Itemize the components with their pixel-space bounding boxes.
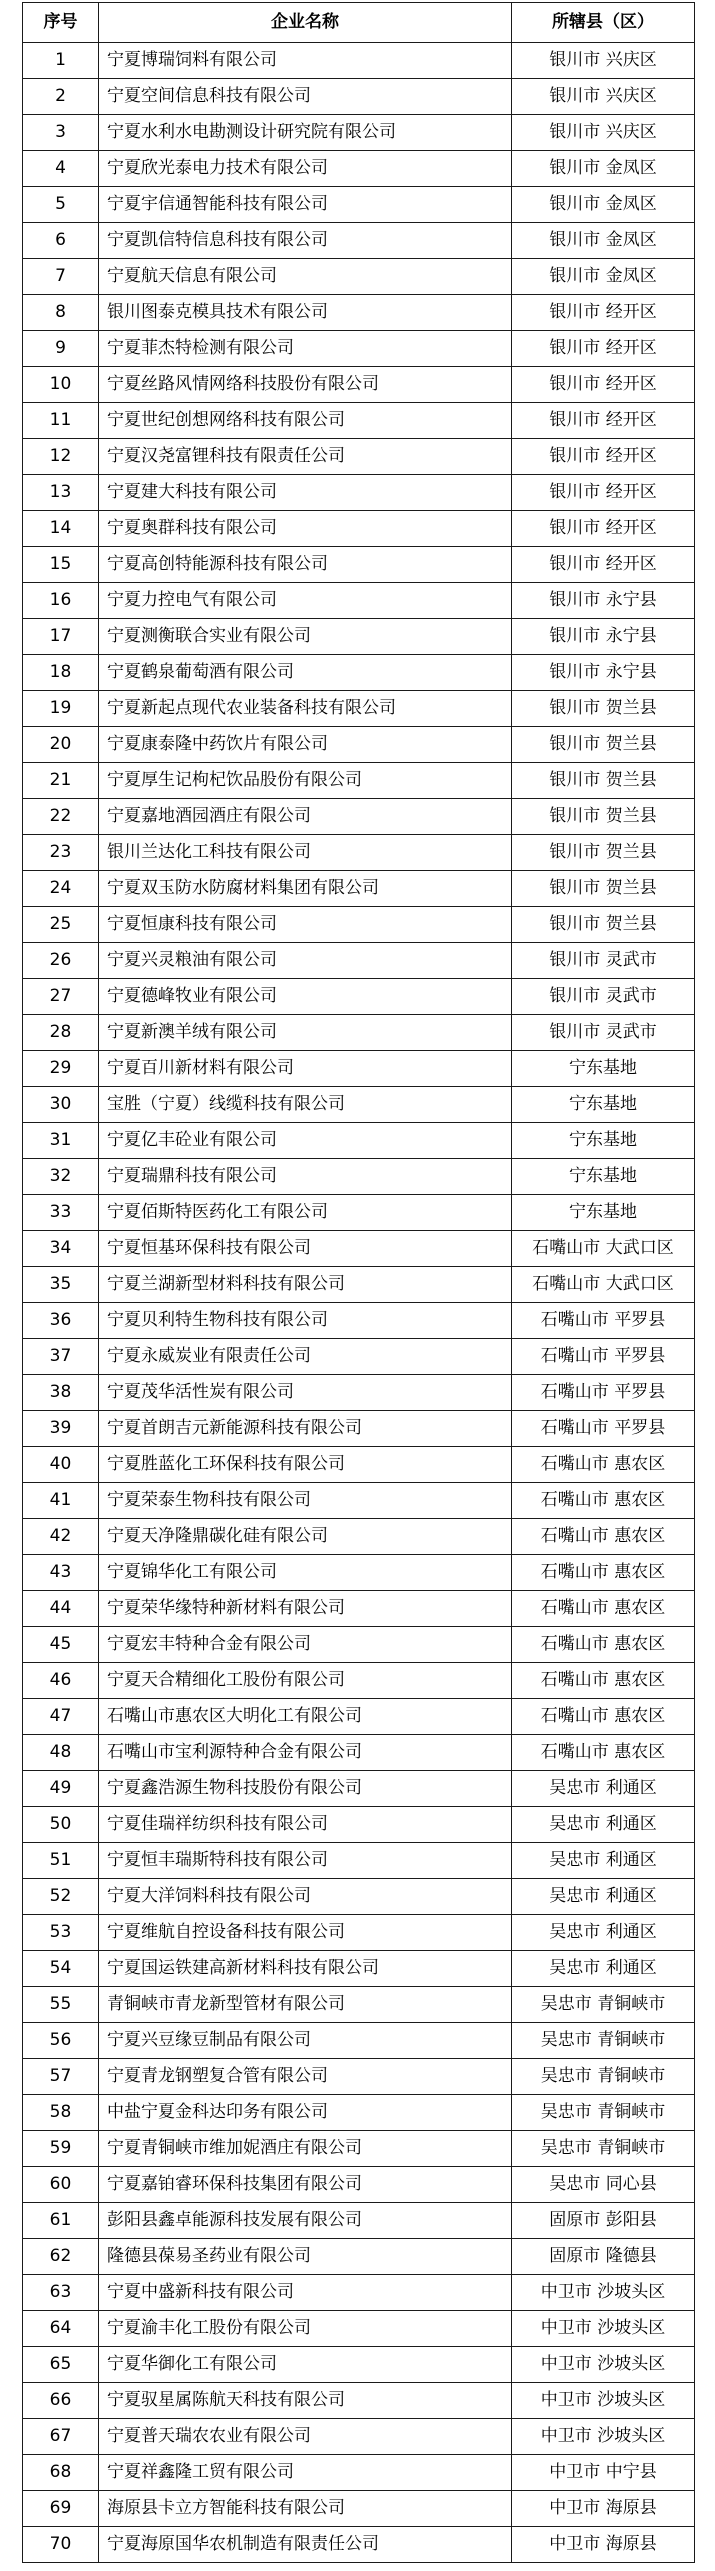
row-company-name: 宁夏欣光泰电力技术有限公司 bbox=[99, 151, 512, 187]
row-county: 银川市 经开区 bbox=[512, 331, 695, 367]
row-county: 石嘴山市 平罗县 bbox=[512, 1339, 695, 1375]
row-county: 银川市 金凤区 bbox=[512, 151, 695, 187]
table-row bbox=[23, 907, 695, 943]
row-county: 宁东基地 bbox=[512, 1087, 695, 1123]
row-county: 石嘴山市 惠农区 bbox=[512, 1483, 695, 1519]
row-company-name: 宁夏佳瑞祥纺织科技有限公司 bbox=[99, 1807, 512, 1843]
table-row bbox=[23, 835, 695, 871]
table-row bbox=[23, 1699, 695, 1735]
row-county: 中卫市 沙坡头区 bbox=[512, 2311, 695, 2347]
row-index: 19 bbox=[23, 691, 99, 727]
table-row bbox=[23, 115, 695, 151]
row-index: 49 bbox=[23, 1771, 99, 1807]
table-row bbox=[23, 1267, 695, 1303]
row-index: 39 bbox=[23, 1411, 99, 1447]
row-index: 22 bbox=[23, 799, 99, 835]
row-index: 60 bbox=[23, 2167, 99, 2203]
table-row bbox=[23, 475, 695, 511]
row-county: 吴忠市 青铜峡市 bbox=[512, 2095, 695, 2131]
row-county: 中卫市 沙坡头区 bbox=[512, 2347, 695, 2383]
row-index: 25 bbox=[23, 907, 99, 943]
row-company-name: 宁夏凯信特信息科技有限公司 bbox=[99, 223, 512, 259]
table-row bbox=[23, 1807, 695, 1843]
row-county: 石嘴山市 平罗县 bbox=[512, 1375, 695, 1411]
row-index: 15 bbox=[23, 547, 99, 583]
row-company-name: 宁夏天合精细化工股份有限公司 bbox=[99, 1663, 512, 1699]
row-index: 43 bbox=[23, 1555, 99, 1591]
row-county: 吴忠市 同心县 bbox=[512, 2167, 695, 2203]
row-index: 55 bbox=[23, 1987, 99, 2023]
row-county: 银川市 兴庆区 bbox=[512, 115, 695, 151]
table-row bbox=[23, 1303, 695, 1339]
row-company-name: 宁夏菲杰特检测有限公司 bbox=[99, 331, 512, 367]
row-index: 70 bbox=[23, 2527, 99, 2563]
row-company-name: 宁夏建大科技有限公司 bbox=[99, 475, 512, 511]
row-index: 31 bbox=[23, 1123, 99, 1159]
row-company-name: 宁夏茂华活性炭有限公司 bbox=[99, 1375, 512, 1411]
row-company-name: 宁夏新澳羊绒有限公司 bbox=[99, 1015, 512, 1051]
row-index: 54 bbox=[23, 1951, 99, 1987]
row-index: 29 bbox=[23, 1051, 99, 1087]
row-county: 石嘴山市 惠农区 bbox=[512, 1555, 695, 1591]
row-company-name: 宁夏厚生记枸杞饮品股份有限公司 bbox=[99, 763, 512, 799]
table-header-row bbox=[23, 3, 695, 43]
table-row bbox=[23, 1627, 695, 1663]
row-company-name: 宁夏佰斯特医药化工有限公司 bbox=[99, 1195, 512, 1231]
row-company-name: 宁夏永威炭业有限责任公司 bbox=[99, 1339, 512, 1375]
row-company-name: 宁夏宏丰特种合金有限公司 bbox=[99, 1627, 512, 1663]
table-body bbox=[23, 43, 695, 2563]
table-row bbox=[23, 979, 695, 1015]
row-index: 53 bbox=[23, 1915, 99, 1951]
table-row bbox=[23, 1555, 695, 1591]
row-company-name: 宁夏亿丰砼业有限公司 bbox=[99, 1123, 512, 1159]
row-company-name: 石嘴山市宝利源特种合金有限公司 bbox=[99, 1735, 512, 1771]
row-county: 银川市 贺兰县 bbox=[512, 907, 695, 943]
row-company-name: 宁夏华御化工有限公司 bbox=[99, 2347, 512, 2383]
table-row bbox=[23, 1411, 695, 1447]
row-company-name: 宁夏维航自控设备科技有限公司 bbox=[99, 1915, 512, 1951]
row-index: 24 bbox=[23, 871, 99, 907]
row-company-name: 海原县卡立方智能科技有限公司 bbox=[99, 2491, 512, 2527]
row-company-name: 宁夏首朗吉元新能源科技有限公司 bbox=[99, 1411, 512, 1447]
row-index: 8 bbox=[23, 295, 99, 331]
table-row bbox=[23, 439, 695, 475]
row-county: 银川市 经开区 bbox=[512, 367, 695, 403]
table-row bbox=[23, 1339, 695, 1375]
row-county: 银川市 经开区 bbox=[512, 511, 695, 547]
table-row bbox=[23, 1591, 695, 1627]
row-index: 51 bbox=[23, 1843, 99, 1879]
row-index: 50 bbox=[23, 1807, 99, 1843]
row-county: 石嘴山市 惠农区 bbox=[512, 1699, 695, 1735]
row-county: 银川市 金凤区 bbox=[512, 187, 695, 223]
row-county: 宁东基地 bbox=[512, 1159, 695, 1195]
row-index: 66 bbox=[23, 2383, 99, 2419]
row-index: 38 bbox=[23, 1375, 99, 1411]
row-company-name: 宝胜（宁夏）线缆科技有限公司 bbox=[99, 1087, 512, 1123]
row-company-name: 彭阳县鑫卓能源科技发展有限公司 bbox=[99, 2203, 512, 2239]
row-county: 吴忠市 利通区 bbox=[512, 1915, 695, 1951]
row-company-name: 宁夏奥群科技有限公司 bbox=[99, 511, 512, 547]
row-company-name: 宁夏空间信息科技有限公司 bbox=[99, 79, 512, 115]
row-company-name: 宁夏兴灵粮油有限公司 bbox=[99, 943, 512, 979]
row-company-name: 宁夏兰湖新型材料科技有限公司 bbox=[99, 1267, 512, 1303]
row-county: 吴忠市 青铜峡市 bbox=[512, 2131, 695, 2167]
row-company-name: 宁夏双玉防水防腐材料集团有限公司 bbox=[99, 871, 512, 907]
row-index: 30 bbox=[23, 1087, 99, 1123]
row-index: 10 bbox=[23, 367, 99, 403]
row-index: 33 bbox=[23, 1195, 99, 1231]
table-row bbox=[23, 1159, 695, 1195]
row-index: 56 bbox=[23, 2023, 99, 2059]
row-index: 6 bbox=[23, 223, 99, 259]
table-row bbox=[23, 2527, 695, 2563]
row-county: 银川市 贺兰县 bbox=[512, 835, 695, 871]
row-county: 银川市 贺兰县 bbox=[512, 871, 695, 907]
table-row bbox=[23, 1735, 695, 1771]
row-company-name: 宁夏兴豆缘豆制品有限公司 bbox=[99, 2023, 512, 2059]
row-company-name: 宁夏大洋饲料科技有限公司 bbox=[99, 1879, 512, 1915]
row-company-name: 宁夏世纪创想网络科技有限公司 bbox=[99, 403, 512, 439]
table-row bbox=[23, 583, 695, 619]
row-index: 59 bbox=[23, 2131, 99, 2167]
row-index: 28 bbox=[23, 1015, 99, 1051]
table-row bbox=[23, 1987, 695, 2023]
row-county: 中卫市 中宁县 bbox=[512, 2455, 695, 2491]
row-company-name: 宁夏胜蓝化工环保科技有限公司 bbox=[99, 1447, 512, 1483]
row-county: 固原市 隆德县 bbox=[512, 2239, 695, 2275]
table-row bbox=[23, 1375, 695, 1411]
row-index: 44 bbox=[23, 1591, 99, 1627]
table-row bbox=[23, 2455, 695, 2491]
table-row bbox=[23, 2239, 695, 2275]
table-row bbox=[23, 2167, 695, 2203]
row-company-name: 宁夏荣华缘特种新材料有限公司 bbox=[99, 1591, 512, 1627]
table-row bbox=[23, 1195, 695, 1231]
table-row bbox=[23, 763, 695, 799]
table-row bbox=[23, 259, 695, 295]
row-county: 银川市 兴庆区 bbox=[512, 43, 695, 79]
table-row bbox=[23, 43, 695, 79]
row-county: 银川市 经开区 bbox=[512, 475, 695, 511]
row-company-name: 宁夏瑞鼎科技有限公司 bbox=[99, 1159, 512, 1195]
row-index: 68 bbox=[23, 2455, 99, 2491]
table-row bbox=[23, 1843, 695, 1879]
row-index: 23 bbox=[23, 835, 99, 871]
table-row bbox=[23, 1051, 695, 1087]
row-company-name: 银川兰达化工科技有限公司 bbox=[99, 835, 512, 871]
row-index: 13 bbox=[23, 475, 99, 511]
row-index: 58 bbox=[23, 2095, 99, 2131]
table-row bbox=[23, 1123, 695, 1159]
table-row bbox=[23, 79, 695, 115]
row-index: 5 bbox=[23, 187, 99, 223]
table-row bbox=[23, 151, 695, 187]
row-county: 石嘴山市 平罗县 bbox=[512, 1411, 695, 1447]
row-company-name: 宁夏嘉地酒园酒庄有限公司 bbox=[99, 799, 512, 835]
row-index: 62 bbox=[23, 2239, 99, 2275]
row-index: 4 bbox=[23, 151, 99, 187]
table-row bbox=[23, 1015, 695, 1051]
row-company-name: 宁夏锦华化工有限公司 bbox=[99, 1555, 512, 1591]
header-county: 所辖县（区） bbox=[512, 3, 695, 43]
table-row bbox=[23, 943, 695, 979]
row-county: 石嘴山市 惠农区 bbox=[512, 1447, 695, 1483]
row-index: 7 bbox=[23, 259, 99, 295]
table-row bbox=[23, 1231, 695, 1267]
table-row bbox=[23, 367, 695, 403]
row-county: 中卫市 沙坡头区 bbox=[512, 2419, 695, 2455]
table-row bbox=[23, 511, 695, 547]
row-company-name: 宁夏恒基环保科技有限公司 bbox=[99, 1231, 512, 1267]
row-index: 41 bbox=[23, 1483, 99, 1519]
row-company-name: 宁夏汉尧富锂科技有限责任公司 bbox=[99, 439, 512, 475]
table-row bbox=[23, 2131, 695, 2167]
row-company-name: 宁夏德峰牧业有限公司 bbox=[99, 979, 512, 1015]
table-row bbox=[23, 1519, 695, 1555]
row-index: 48 bbox=[23, 1735, 99, 1771]
row-company-name: 青铜峡市青龙新型管材有限公司 bbox=[99, 1987, 512, 2023]
row-county: 宁东基地 bbox=[512, 1123, 695, 1159]
row-index: 26 bbox=[23, 943, 99, 979]
table-row bbox=[23, 1087, 695, 1123]
table-row bbox=[23, 547, 695, 583]
row-index: 14 bbox=[23, 511, 99, 547]
row-company-name: 中盐宁夏金科达印务有限公司 bbox=[99, 2095, 512, 2131]
enterprise-list-sheet bbox=[22, 2, 694, 2563]
table-row bbox=[23, 331, 695, 367]
row-company-name: 宁夏鑫浩源生物科技股份有限公司 bbox=[99, 1771, 512, 1807]
row-index: 9 bbox=[23, 331, 99, 367]
table-row bbox=[23, 1915, 695, 1951]
row-company-name: 宁夏嘉铂睿环保科技集团有限公司 bbox=[99, 2167, 512, 2203]
row-company-name: 宁夏普天瑞农农业有限公司 bbox=[99, 2419, 512, 2455]
row-county: 石嘴山市 大武口区 bbox=[512, 1231, 695, 1267]
row-index: 16 bbox=[23, 583, 99, 619]
table-row bbox=[23, 403, 695, 439]
table-row bbox=[23, 1771, 695, 1807]
row-county: 宁东基地 bbox=[512, 1195, 695, 1231]
row-county: 石嘴山市 大武口区 bbox=[512, 1267, 695, 1303]
row-company-name: 宁夏航天信息有限公司 bbox=[99, 259, 512, 295]
row-index: 37 bbox=[23, 1339, 99, 1375]
table-row bbox=[23, 655, 695, 691]
row-county: 吴忠市 青铜峡市 bbox=[512, 2023, 695, 2059]
row-index: 12 bbox=[23, 439, 99, 475]
row-index: 57 bbox=[23, 2059, 99, 2095]
row-county: 吴忠市 利通区 bbox=[512, 1879, 695, 1915]
row-index: 40 bbox=[23, 1447, 99, 1483]
row-company-name: 宁夏鹤泉葡萄酒有限公司 bbox=[99, 655, 512, 691]
table-row bbox=[23, 1483, 695, 1519]
table-row bbox=[23, 799, 695, 835]
row-county: 银川市 永宁县 bbox=[512, 655, 695, 691]
row-index: 32 bbox=[23, 1159, 99, 1195]
row-company-name: 宁夏祥鑫隆工贸有限公司 bbox=[99, 2455, 512, 2491]
row-company-name: 宁夏水利水电勘测设计研究院有限公司 bbox=[99, 115, 512, 151]
row-county: 银川市 金凤区 bbox=[512, 223, 695, 259]
row-company-name: 宁夏青龙钢塑复合管有限公司 bbox=[99, 2059, 512, 2095]
row-company-name: 宁夏恒丰瑞斯特科技有限公司 bbox=[99, 1843, 512, 1879]
row-county: 石嘴山市 惠农区 bbox=[512, 1627, 695, 1663]
row-company-name: 宁夏驭星属陈航天科技有限公司 bbox=[99, 2383, 512, 2419]
row-county: 银川市 贺兰县 bbox=[512, 799, 695, 835]
row-index: 52 bbox=[23, 1879, 99, 1915]
row-index: 67 bbox=[23, 2419, 99, 2455]
row-county: 银川市 灵武市 bbox=[512, 1015, 695, 1051]
table-row bbox=[23, 2059, 695, 2095]
row-county: 银川市 永宁县 bbox=[512, 619, 695, 655]
row-county: 吴忠市 利通区 bbox=[512, 1807, 695, 1843]
row-county: 银川市 灵武市 bbox=[512, 979, 695, 1015]
row-index: 1 bbox=[23, 43, 99, 79]
table-row bbox=[23, 295, 695, 331]
row-county: 石嘴山市 惠农区 bbox=[512, 1519, 695, 1555]
table-row bbox=[23, 2311, 695, 2347]
table-row bbox=[23, 1663, 695, 1699]
table-row bbox=[23, 2023, 695, 2059]
header-index: 序号 bbox=[23, 3, 99, 43]
row-county: 吴忠市 利通区 bbox=[512, 1843, 695, 1879]
row-index: 27 bbox=[23, 979, 99, 1015]
row-county: 银川市 贺兰县 bbox=[512, 691, 695, 727]
table-row bbox=[23, 871, 695, 907]
row-county: 吴忠市 青铜峡市 bbox=[512, 1987, 695, 2023]
row-index: 63 bbox=[23, 2275, 99, 2311]
row-company-name: 宁夏荣泰生物科技有限公司 bbox=[99, 1483, 512, 1519]
row-county: 石嘴山市 惠农区 bbox=[512, 1735, 695, 1771]
table-row bbox=[23, 2491, 695, 2527]
table-row bbox=[23, 2419, 695, 2455]
row-county: 石嘴山市 惠农区 bbox=[512, 1591, 695, 1627]
row-index: 3 bbox=[23, 115, 99, 151]
row-company-name: 宁夏恒康科技有限公司 bbox=[99, 907, 512, 943]
row-county: 银川市 经开区 bbox=[512, 295, 695, 331]
row-index: 69 bbox=[23, 2491, 99, 2527]
row-company-name: 宁夏渝丰化工股份有限公司 bbox=[99, 2311, 512, 2347]
table-row bbox=[23, 223, 695, 259]
row-county: 中卫市 沙坡头区 bbox=[512, 2383, 695, 2419]
row-county: 银川市 兴庆区 bbox=[512, 79, 695, 115]
table-row bbox=[23, 619, 695, 655]
row-county: 吴忠市 利通区 bbox=[512, 1951, 695, 1987]
row-county: 中卫市 海原县 bbox=[512, 2527, 695, 2563]
row-company-name: 宁夏百川新材料有限公司 bbox=[99, 1051, 512, 1087]
table-row bbox=[23, 1879, 695, 1915]
row-company-name: 宁夏宇信通智能科技有限公司 bbox=[99, 187, 512, 223]
row-index: 18 bbox=[23, 655, 99, 691]
row-county: 银川市 金凤区 bbox=[512, 259, 695, 295]
table-row bbox=[23, 1447, 695, 1483]
row-county: 固原市 彭阳县 bbox=[512, 2203, 695, 2239]
row-company-name: 宁夏天净隆鼎碳化硅有限公司 bbox=[99, 1519, 512, 1555]
row-company-name: 宁夏新起点现代农业装备科技有限公司 bbox=[99, 691, 512, 727]
row-county: 银川市 经开区 bbox=[512, 403, 695, 439]
row-company-name: 石嘴山市惠农区大明化工有限公司 bbox=[99, 1699, 512, 1735]
row-company-name: 宁夏中盛新科技有限公司 bbox=[99, 2275, 512, 2311]
row-index: 20 bbox=[23, 727, 99, 763]
row-county: 中卫市 海原县 bbox=[512, 2491, 695, 2527]
table-row bbox=[23, 727, 695, 763]
header-company-name: 企业名称 bbox=[99, 3, 512, 43]
row-company-name: 宁夏国运铁建高新材料科技有限公司 bbox=[99, 1951, 512, 1987]
row-company-name: 宁夏海原国华农机制造有限责任公司 bbox=[99, 2527, 512, 2563]
table-row bbox=[23, 187, 695, 223]
row-index: 45 bbox=[23, 1627, 99, 1663]
row-county: 吴忠市 青铜峡市 bbox=[512, 2059, 695, 2095]
table-row bbox=[23, 2383, 695, 2419]
row-company-name: 银川图泰克模具技术有限公司 bbox=[99, 295, 512, 331]
table-row bbox=[23, 1951, 695, 1987]
row-company-name: 宁夏博瑞饲料有限公司 bbox=[99, 43, 512, 79]
row-county: 中卫市 沙坡头区 bbox=[512, 2275, 695, 2311]
row-county: 吴忠市 利通区 bbox=[512, 1771, 695, 1807]
row-index: 35 bbox=[23, 1267, 99, 1303]
table-row bbox=[23, 691, 695, 727]
table-row bbox=[23, 2347, 695, 2383]
row-index: 47 bbox=[23, 1699, 99, 1735]
row-company-name: 宁夏康泰隆中药饮片有限公司 bbox=[99, 727, 512, 763]
row-index: 21 bbox=[23, 763, 99, 799]
row-county: 石嘴山市 惠农区 bbox=[512, 1663, 695, 1699]
row-index: 61 bbox=[23, 2203, 99, 2239]
row-county: 银川市 贺兰县 bbox=[512, 727, 695, 763]
table-row bbox=[23, 2095, 695, 2131]
row-index: 36 bbox=[23, 1303, 99, 1339]
row-county: 银川市 经开区 bbox=[512, 439, 695, 475]
row-county: 银川市 贺兰县 bbox=[512, 763, 695, 799]
row-county: 银川市 灵武市 bbox=[512, 943, 695, 979]
row-county: 石嘴山市 平罗县 bbox=[512, 1303, 695, 1339]
row-index: 64 bbox=[23, 2311, 99, 2347]
row-company-name: 宁夏贝利特生物科技有限公司 bbox=[99, 1303, 512, 1339]
row-index: 2 bbox=[23, 79, 99, 115]
table-row bbox=[23, 2203, 695, 2239]
row-company-name: 隆德县葆易圣药业有限公司 bbox=[99, 2239, 512, 2275]
row-company-name: 宁夏高创特能源科技有限公司 bbox=[99, 547, 512, 583]
row-index: 34 bbox=[23, 1231, 99, 1267]
row-index: 11 bbox=[23, 403, 99, 439]
row-county: 银川市 永宁县 bbox=[512, 583, 695, 619]
row-company-name: 宁夏青铜峡市维加妮酒庄有限公司 bbox=[99, 2131, 512, 2167]
row-county: 宁东基地 bbox=[512, 1051, 695, 1087]
row-index: 17 bbox=[23, 619, 99, 655]
row-index: 42 bbox=[23, 1519, 99, 1555]
row-index: 46 bbox=[23, 1663, 99, 1699]
table-row bbox=[23, 2275, 695, 2311]
enterprise-table bbox=[22, 2, 695, 2563]
row-county: 银川市 经开区 bbox=[512, 547, 695, 583]
row-company-name: 宁夏丝路风情网络科技股份有限公司 bbox=[99, 367, 512, 403]
row-index: 65 bbox=[23, 2347, 99, 2383]
row-company-name: 宁夏力控电气有限公司 bbox=[99, 583, 512, 619]
row-company-name: 宁夏测衡联合实业有限公司 bbox=[99, 619, 512, 655]
